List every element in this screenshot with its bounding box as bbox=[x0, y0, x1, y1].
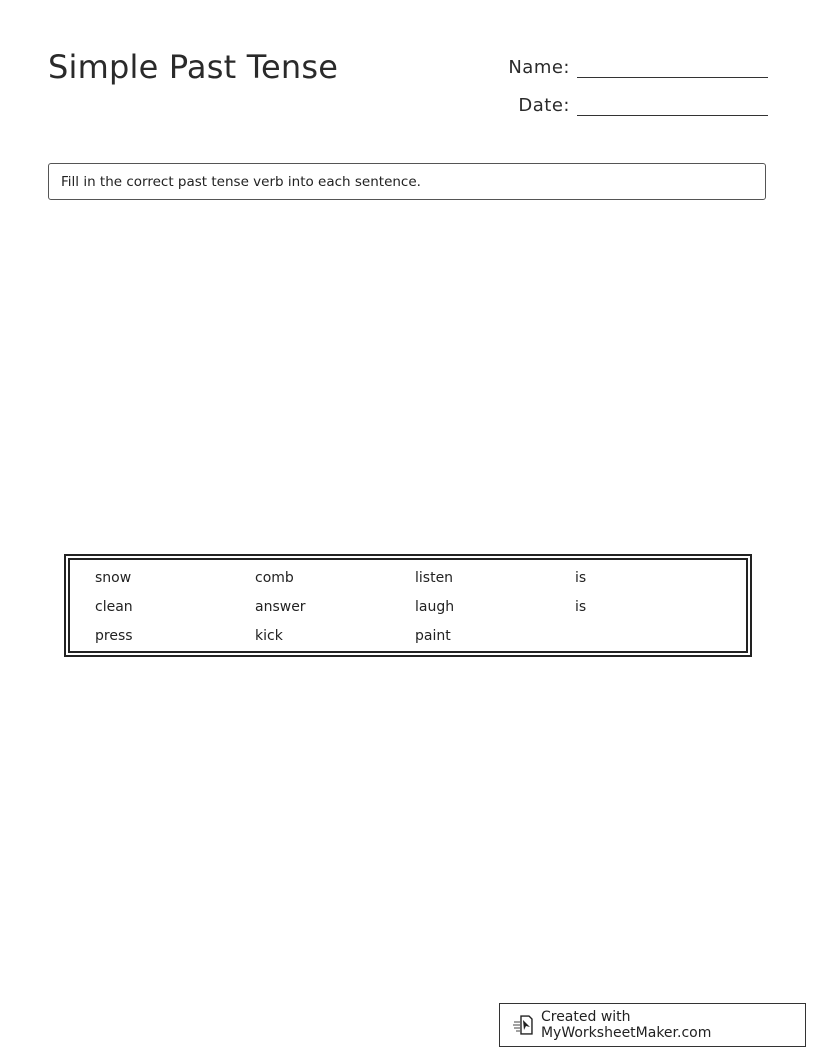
word-bank-item: listen bbox=[415, 570, 454, 586]
word-bank-item: answer bbox=[255, 599, 306, 615]
date-line[interactable] bbox=[577, 115, 768, 116]
word-bank-item: laugh bbox=[415, 599, 455, 615]
word-bank-item: clean bbox=[95, 599, 133, 615]
word-bank-inner bbox=[68, 558, 748, 653]
name-field[interactable] bbox=[500, 50, 768, 78]
word-bank-item: is bbox=[575, 570, 587, 586]
name-label: Name: bbox=[508, 57, 570, 78]
word-bank-item: kick bbox=[255, 628, 283, 644]
name-line[interactable] bbox=[577, 77, 768, 78]
worksheet-maker-logo-icon bbox=[512, 1013, 536, 1037]
word-bank-item: paint bbox=[415, 628, 451, 644]
instructions-box bbox=[48, 163, 766, 200]
word-bank-item: snow bbox=[95, 570, 132, 586]
date-field[interactable] bbox=[500, 88, 768, 116]
page-title: Simple Past Tense bbox=[48, 48, 339, 86]
date-label: Date: bbox=[518, 95, 570, 116]
footer-credit[interactable] bbox=[499, 1003, 806, 1047]
word-bank-item: is bbox=[575, 599, 587, 615]
instructions-text: Fill in the correct past tense verb into each sentence. bbox=[61, 174, 421, 190]
word-bank-item: press bbox=[95, 628, 133, 644]
footer-text: Created with MyWorksheetMaker.com bbox=[540, 1009, 712, 1041]
word-bank-item: comb bbox=[255, 570, 294, 586]
word-bank bbox=[64, 554, 752, 657]
